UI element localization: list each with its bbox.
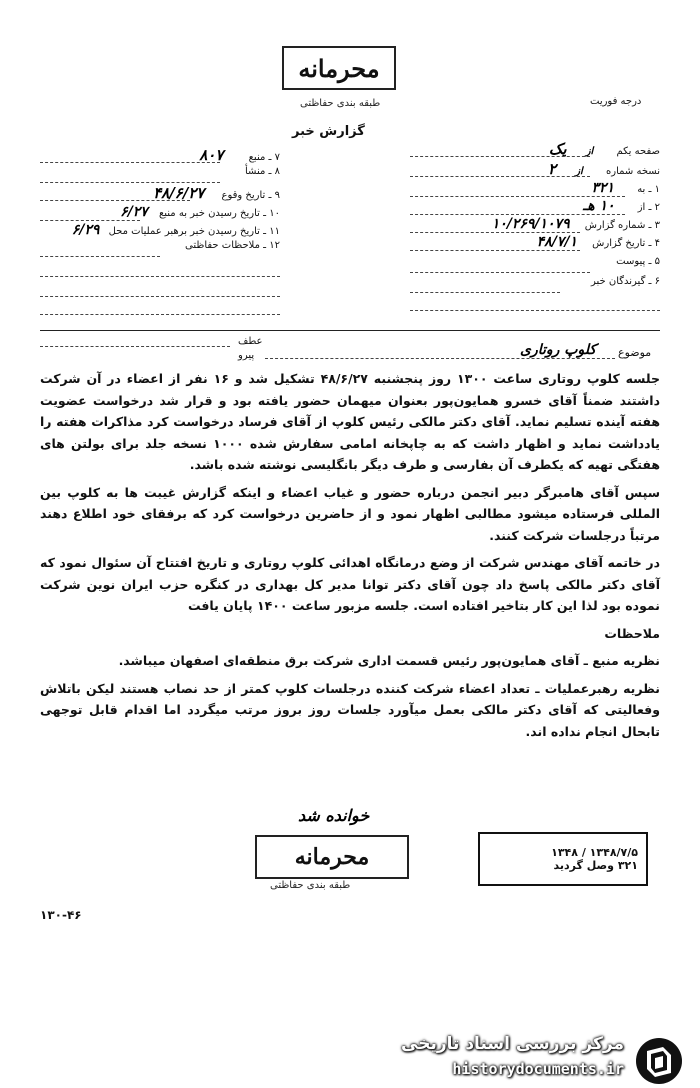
right-field-copy-line (410, 176, 590, 177)
archive-website: historydocuments.ir (452, 1060, 624, 1078)
right-field-page-line (410, 156, 590, 157)
left-field-origin-line (40, 182, 220, 183)
left-field-source-line (40, 162, 220, 163)
receipt-stamp (478, 832, 648, 886)
header-separator (40, 330, 660, 331)
right-field-report-number-line (410, 232, 580, 233)
right-field-blank-line (410, 310, 660, 311)
body-paragraph-3: در خاتمه آقای مهندس شرکت از وضع درمانگاه اهدائی کلوپ روتاری و تاریخ افتتاح آن سئوال نمود که آقای دکتر مالکی پاسخ داد چون آقای دکتر توانا مدیر کل بهداری در کنگره حزب ایران نوین شرکت نموده بود لذا این کار بتاخیر افتاده است. جلسه مزبور ساعت ۱۴۰۰ پایان یافت (40, 555, 660, 613)
right-field-attachment-line (410, 272, 590, 273)
left-field-handler-received-date: ۱۱ ـ تاریخ رسیدن خبر برهبر عملیات محل ۶/۲۹ (71, 222, 280, 238)
left-field-blank-line-3 (40, 314, 280, 315)
left-field-event-date: ۹ ـ تاریخ وقوع ۴۸/۶/۲۷ (153, 184, 280, 202)
report-title: گزارش خبر (292, 124, 365, 139)
right-field-to-line (410, 196, 625, 197)
right-field-report-date: ۴ ـ تاریخ گزارش ۴۸/۷/۱ (536, 234, 660, 250)
right-field-report-number: ۳ ـ شماره گزارش ۱۰/۲۶۹/۱۰۷۹ (491, 216, 660, 232)
left-field-blank-line-2 (40, 296, 280, 297)
handwritten-signature: خوانده شد (298, 806, 370, 825)
right-field-recipients-line (410, 292, 560, 293)
classification-label-bottom: طبقه بندی حفاظتی (270, 880, 351, 891)
archive-title: مرکز بررسی اسناد تاریخی (401, 1034, 624, 1054)
subject-label: موضوع (618, 346, 652, 359)
source-opinion: نظریه منبع ـ آقای همایون‌پور رئیس قسمت اداری شرکت برق منطقه‌ای اصفهان میباشد. (118, 653, 660, 668)
right-field-from-line (410, 214, 625, 215)
right-field-from: ۲ ـ از ۱۰ هـ (583, 198, 660, 214)
right-field-report-date-line (410, 250, 580, 251)
left-field-security-notes-line (40, 256, 160, 257)
subject-value: کلوپ روتاری (520, 342, 596, 358)
classification-stamp-top (282, 46, 396, 90)
archive-footer (0, 1030, 700, 1088)
left-field-source: ۷ ـ منبع ۸۰۷ (199, 146, 280, 164)
reference-label: عطف (238, 336, 263, 347)
classification-label: طبقه بندی حفاظتی (300, 98, 381, 109)
page-number: ۱۳۰-۴۶ (40, 908, 82, 922)
right-field-copy: نسخه شماره از ۲ (547, 160, 660, 178)
right-field-recipients: ۶ ـ گیرندگان خبر (590, 276, 660, 287)
right-field-to: ۱ ـ به ۳۲۱ (591, 180, 660, 196)
follow-up-label: پیرو (238, 350, 255, 361)
receipt-line-2: ۳۲۱ وصل گردید (553, 859, 638, 872)
remarks-label: ملاحظات (604, 625, 660, 641)
left-field-source-received-line (40, 220, 140, 221)
right-field-page: صفحه یکم از یک (548, 140, 660, 158)
body-paragraph-1: جلسه کلوپ روتاری ساعت ۱۳۰۰ روز پنجشنبه ۴۸/۶/۲۷ تشکیل شد و ۱۶ نفر از اعضاء در آن شرکت داشتند ضمناً آقای خسرو همایون‌پور بعنوان میهمان حضور یافته بود و قرار شد درخواست عضویت هفته آینده تسلیم نماید. آقای دکتر مالکی رئیس کلوپ از آقای فرساد درخواست کرد مذاکرات هفته را یادداشت نماید و اظهار داشت که به چاپخانه امامی سفارش شده ۱۰۰۰ نسخه جلد برای بولتن های هفتگی تهیه که یکطرف آن بفارسی و طرف دیگر بانگلیسی نوشته شده باشد. (40, 371, 661, 472)
left-field-security-notes: ۱۲ ـ ملاحظات حفاظتی (185, 240, 280, 251)
right-field-attachment: ۵ ـ پیوست (616, 256, 660, 267)
left-field-event-date-line (40, 200, 190, 201)
receipt-line-1: ۱۳۴۸/۷/۵ / ۱۳۴۸ (551, 846, 638, 859)
report-body (40, 368, 660, 748)
left-field-source-received-date: ۱۰ ـ تاریخ رسیدن خبر به منبع ۶/۲۷ (120, 204, 280, 220)
handler-opinion: نظریه رهبرعملیات ـ تعداد اعضاء شرکت کننده درجلسات کلوپ کمتر از حد نصاب هستند لیکن باتلاش وفعالیتی که آقای دکتر مالکی بعمل میآورد جلسات روز بروز مرتب میگردد اما اقدام قابل توجهی تابحال انجام نداده اند. (40, 680, 660, 739)
body-paragraph-2: سپس آقای هامبرگر دبیر انجمن درباره حضور و غیاب اعضاء و اینکه گزارش غیبت ها به کلوپ بین المللی فرستاده میشود مطالبی اظهار نمود و از حاضرین درخواست کرد که برفقای خود اطلاع دهند مرتباً درجلسات شرکت کنند. (40, 484, 660, 543)
classification-stamp-bottom (255, 835, 409, 879)
archive-logo-icon (634, 1036, 684, 1086)
reference-line (40, 346, 230, 347)
subject-line (265, 358, 615, 359)
stamp-text: محرمانه (298, 53, 380, 83)
left-field-blank-line-1 (40, 276, 280, 277)
left-field-origin: ۸ ـ منشأ (244, 166, 280, 177)
urgency-label: درجه فوریت (590, 96, 642, 107)
stamp-text-bottom: محرمانه (294, 844, 370, 870)
